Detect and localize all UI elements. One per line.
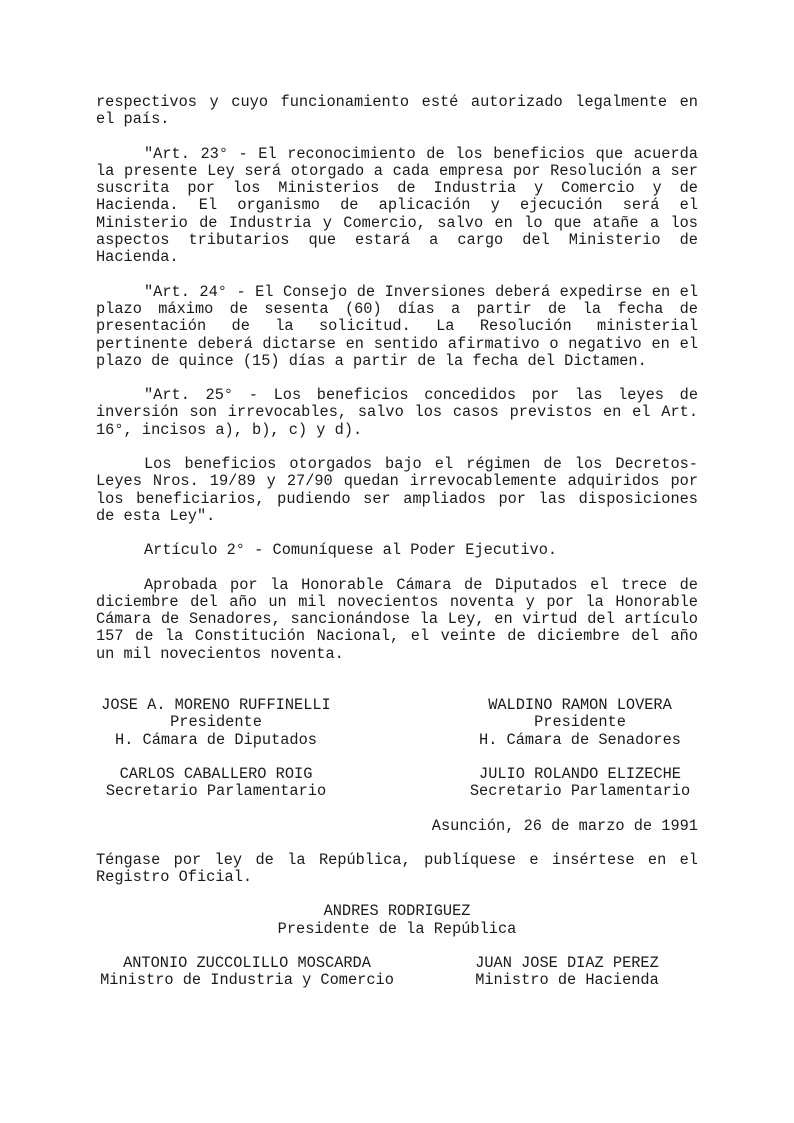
paragraph-articulo-2: Artículo 2° - Comuníquese al Poder Ejecutivo. xyxy=(144,541,558,560)
signature-block-secretario-diputados xyxy=(96,766,336,801)
signature-block-senadores xyxy=(462,697,698,749)
signatory-name: ANTONIO ZUCCOLILLO MOSCARDA xyxy=(123,953,371,972)
paragraph-art-25: "Art. 25° - Los beneficios concedidos por las leyes de inversión son irrevocables, salvo los casos previstos en el Art. 16°, incisos a), b), c) y d). xyxy=(96,386,698,439)
signature-row-presidents xyxy=(96,697,698,749)
signatory-body: H. Cámara de Diputados xyxy=(115,730,317,749)
signatory-title: Presidente xyxy=(170,713,262,732)
signatory-body: H. Cámara de Senadores xyxy=(479,730,681,749)
signatory-title: Ministro de Industria y Comercio xyxy=(100,971,394,990)
signatory-name: WALDINO RAMON LOVERA xyxy=(488,696,672,715)
signatory-title: Presidente xyxy=(534,713,626,732)
signatory-name: JULIO ROLANDO ELIZECHE xyxy=(479,764,681,783)
signature-block-ministro-industria xyxy=(96,955,398,990)
signatory-title: Secretario Parlamentario xyxy=(469,782,691,801)
signature-row-ministers xyxy=(96,955,698,990)
signature-block-diputados xyxy=(96,697,336,749)
signatory-title: Ministro de Hacienda xyxy=(475,971,659,990)
paragraph-continuation: respectivos y cuyo funcionamiento esté autorizado legalmente en el país. xyxy=(96,93,698,129)
signatory-name: CARLOS CABALLERO ROIG xyxy=(119,764,313,783)
signatory-name: JOSE A. MORENO RUFFINELLI xyxy=(101,696,331,715)
paragraph-decretos-leyes: Los beneficios otorgados bajo el régimen de los Decretos-Leyes Nros. 19/89 y 27/90 quedan irrevocablemente adquiridos por los beneficiarios, pudiendo ser ampliados por las disposiciones de esta Ley". xyxy=(96,455,698,525)
promulgation-text: Téngase por ley de la República, publíquese e insértese en el Registro Oficial. xyxy=(96,850,698,887)
signature-block-ministro-hacienda xyxy=(472,955,662,990)
signatory-name: JUAN JOSE DIAZ PEREZ xyxy=(475,953,659,972)
signature-block-president xyxy=(96,903,698,938)
document-page xyxy=(96,94,698,990)
place-and-date: Asunción, 26 de marzo de 1991 xyxy=(431,816,698,835)
signatory-title: Secretario Parlamentario xyxy=(105,782,327,801)
signature-block-secretario-senadores xyxy=(462,766,698,801)
signature-row-secretaries xyxy=(96,766,698,801)
paragraph-art-24: "Art. 24° - El Consejo de Inversiones deberá expedirse en el plazo máximo de sesenta (60) días a partir de la fecha de presentación de la solicitud. La Resolución ministerial pertinente deberá dictarse en sentido afirmativo o negativo en el plazo de quince (15) días a partir de la fecha del Dictamen. xyxy=(96,282,698,370)
paragraph-aprobada: Aprobada por la Honorable Cámara de Diputados el trece de diciembre del año un mil novecientos noventa y por la Honorable Cámara de Senadores, sancionándose la Ley, en virtud del artículo 157 de la Constitución Nacional, el veinte de diciembre del año un mil novecientos noventa. xyxy=(96,575,698,663)
paragraph-art-23: "Art. 23° - El reconocimiento de los beneficios que acuerda la presente Ley será otorgado a cada empresa por Resolución a ser suscrita por los Ministerios de Industria y Comercio y de Hacienda. El organismo de aplicación y ejecución será el Ministerio de Industria y Comercio, salvo en lo que atañe a los aspectos tributarios que estará a cargo del Ministerio de Hacienda. xyxy=(96,144,698,267)
signatory-title: Presidente de la República xyxy=(277,919,517,938)
signatory-name: ANDRES RODRIGUEZ xyxy=(323,902,471,921)
